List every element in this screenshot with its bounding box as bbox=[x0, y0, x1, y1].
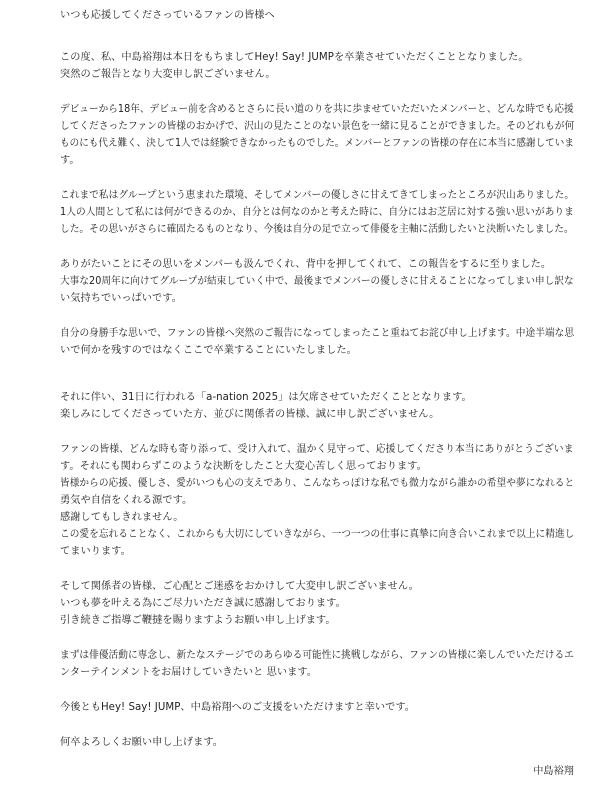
paragraph-line: 大事な20周年に向けてグループが結束していく中で、最後までメンバーの優しさに甘えることになってしまい申し訳な bbox=[60, 276, 574, 287]
paragraph-line: 皆様からの応援、優しさ、愛がいつも心の支えであり、こんなちっぽけな私でも微力ながら誰かの希望や夢になれると bbox=[60, 478, 575, 489]
paragraph-line: す。 bbox=[60, 155, 80, 166]
paragraph-line: 自分の身勝手な思いで、ファンの皆様へ突然のご報告になってしまったこと重ねてお詫び申し上げます。中途半端な思 bbox=[60, 328, 575, 339]
paragraph-line: 勇気や自信をくれる源です。 bbox=[60, 495, 193, 506]
paragraph-line: い気持ちでいっぱいです。 bbox=[60, 293, 182, 304]
paragraph-line: まずは俳優活動に専念し、新たなステージでのあらゆる可能性に挑戦しながら、ファンの皆様に楽しんでいただけるエ bbox=[60, 650, 574, 661]
paragraph-line: 突然のご報告となり大変申し訳ございません。 bbox=[60, 69, 276, 80]
paragraph-line: す。それにも関わらずこのような決断をしたこと大変心苦しく思っております。 bbox=[60, 461, 427, 472]
paragraph-line: ファンの皆様、どんな時も寄り添って、受け入れて、温かく見守って、応援してくださり本当にありがとうございま bbox=[60, 444, 574, 455]
paragraph-line: てまいります。 bbox=[60, 546, 131, 557]
letter-body bbox=[60, 0, 574, 804]
paragraph-line: デビューから18年、デビュー前を含めるとさらに長い道のりを共に歩ませていただいたメンバーと、どんな時でも応援 bbox=[60, 104, 574, 115]
paragraph-line: 今後ともHey! Say! JUMP、中島裕翔へのご支援をいただけますと幸いです。 bbox=[60, 702, 416, 713]
paragraph-line: 引き続きご指導ご鞭撻を賜りますようお願い申し上げます。 bbox=[60, 615, 336, 626]
paragraph-line: これまで私はグループという恵まれた環境、そしてメンバーの優しさに甘えてきてしまったところが沢山ありました。 bbox=[60, 190, 575, 201]
paragraph-line: ンターテインメントをお届けしていきたいと 思います。 bbox=[60, 667, 317, 678]
paragraph-line: いで何かを残すのではなくここで卒業することにいたしました。 bbox=[60, 345, 357, 356]
paragraph-line: してくださったファンの皆様のおかげで、沢山の見たことのない景色を一緒に見ることができました。そのどれもが何 bbox=[60, 121, 575, 132]
paragraph-line: 1人の人間として私には何ができるのか、自分とは何なのかと考えた時に、自分にはお芝居に対する強い思いがありま bbox=[60, 207, 574, 218]
paragraph-line: ものにも代え難く、決して1人では経験できなかったものでした。メンバーとファンの皆様の存在に本当に感謝していま bbox=[60, 138, 574, 149]
greeting: いつも応援してくださっているファンの皆様へ bbox=[60, 10, 275, 21]
paragraph-line: 感謝してもしきれません。 bbox=[60, 512, 184, 523]
paragraph-line: ありがたいことにその思いをメンバーも汲んでくれ、背中を押してくれて、この報告をするに至りました。 bbox=[60, 259, 552, 270]
signature: 中島裕翔 bbox=[533, 766, 574, 777]
paragraph-line: この愛を忘れることなく、これからも大切にしていきながら、一つ一つの仕事に真摯に向き合いこれまで以上に精進し bbox=[60, 529, 575, 540]
paragraph-line: それに伴い、31日に行われる「a-nation 2025」は欠席させていただくこととなります。 bbox=[60, 392, 472, 403]
paragraph-line: この度、私、中島裕翔は本日をもちましてHey! Say! JUMPを卒業させていただくこととなりました。 bbox=[60, 52, 529, 63]
closing: 何卒よろしくお願い申し上げます。 bbox=[60, 737, 223, 748]
paragraph-line: そして関係者の皆様、ご心配とご迷惑をおかけして大変申し訳ございません。 bbox=[60, 581, 419, 592]
paragraph-line: 楽しみにしてくださっていた方、並びに関係者の皆様、誠に申し訳ございません。 bbox=[60, 409, 440, 420]
paragraph-line: いつも夢を叶える為にご尽力いただき誠に感謝しております。 bbox=[60, 598, 346, 609]
paragraph-line: した。その思いがさらに確固たるものとなり、今後は自分の足で立って俳優を主軸に活動したいと決断いたしました。 bbox=[60, 224, 574, 235]
